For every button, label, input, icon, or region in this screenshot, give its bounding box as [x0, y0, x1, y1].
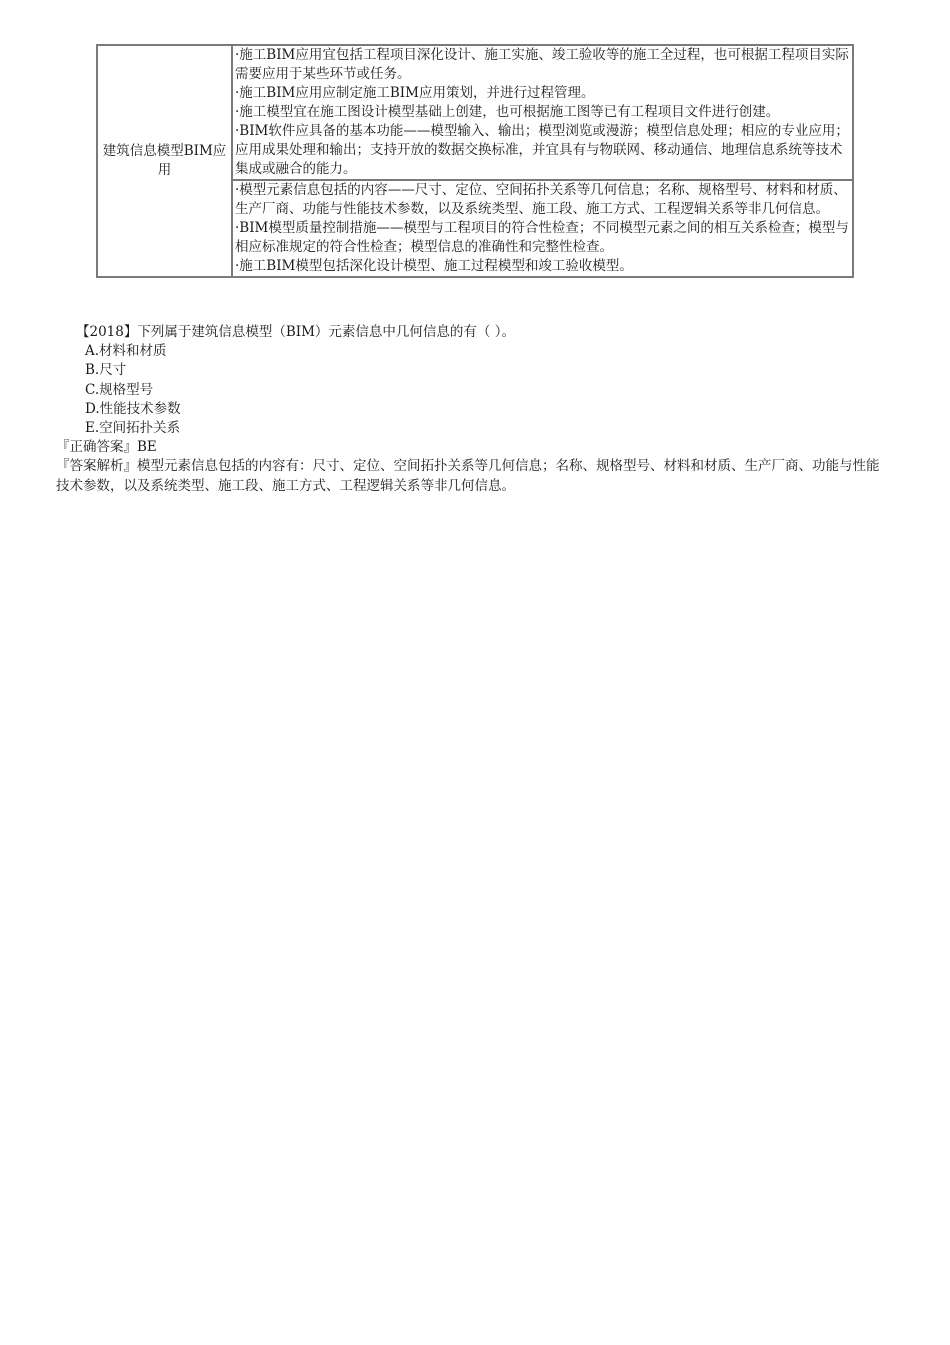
option-a: A.材料和材质 [85, 343, 167, 360]
option-c: C.规格型号 [85, 381, 154, 398]
content-cell-1 [232, 45, 853, 180]
content-line: ·BIM模型质量控制措施——模型与工程项目的符合性检查；不同模型元素之间的相互关系检查；模型与相应标准规定的符合性检查；模型信息的准确性和完整性检查。 [235, 220, 849, 255]
table-row [97, 45, 853, 180]
content-line: ·模型元素信息包括的内容——尺寸、定位、空间拓扑关系等几何信息；名称、规格型号、材料和材质、生产厂商、功能与性能技术参数，以及系统类型、施工段、施工方式、工程逻辑关系等非几何信息。 [235, 182, 847, 217]
bim-info-table [96, 44, 854, 278]
option-e: E.空间拓扑关系 [85, 420, 181, 437]
content-line: ·BIM软件应具备的基本功能——模型输入、输出；模型浏览或漫游；模型信息处理；相应的专业应用；应用成果处理和输出；支持开放的数据交换标准，并宜具有与物联网、移动通信、地理信息系统等技术集成或融合的能力。 [235, 123, 849, 177]
topic-cell: 建筑信息模型BIM应用 [97, 45, 232, 277]
exam-question [56, 323, 892, 496]
option-d: D.性能技术参数 [85, 400, 181, 417]
question-stem: 【2018】下列属于建筑信息模型（BIM）元素信息中几何信息的有（ ）。 [76, 324, 515, 340]
content-cell-2 [232, 180, 853, 277]
content-line: ·施工BIM应用宜包括工程项目深化设计、施工实施、竣工验收等的施工全过程，也可根据工程项目实际需要应用于某些环节或任务。 [235, 47, 849, 82]
answer-analysis: 『答案解析』模型元素信息包括的内容有：尺寸、定位、空间拓扑关系等几何信息；名称、规格型号、材料和材质、生产厂商、功能与性能技术参数，以及系统类型、施工段、施工方式、工程逻辑关系等非几何信息。 [56, 458, 880, 494]
content-line: ·施工BIM应用应制定施工BIM应用策划，并进行过程管理。 [235, 85, 595, 101]
option-b: B.尺寸 [85, 362, 127, 379]
content-line: ·施工BIM模型包括深化设计模型、施工过程模型和竣工验收模型。 [235, 258, 633, 274]
correct-answer: 『正确答案』BE [56, 439, 157, 456]
content-line: ·施工模型宜在施工图设计模型基础上创建，也可根据施工图等已有工程项目文件进行创建。 [235, 104, 780, 120]
